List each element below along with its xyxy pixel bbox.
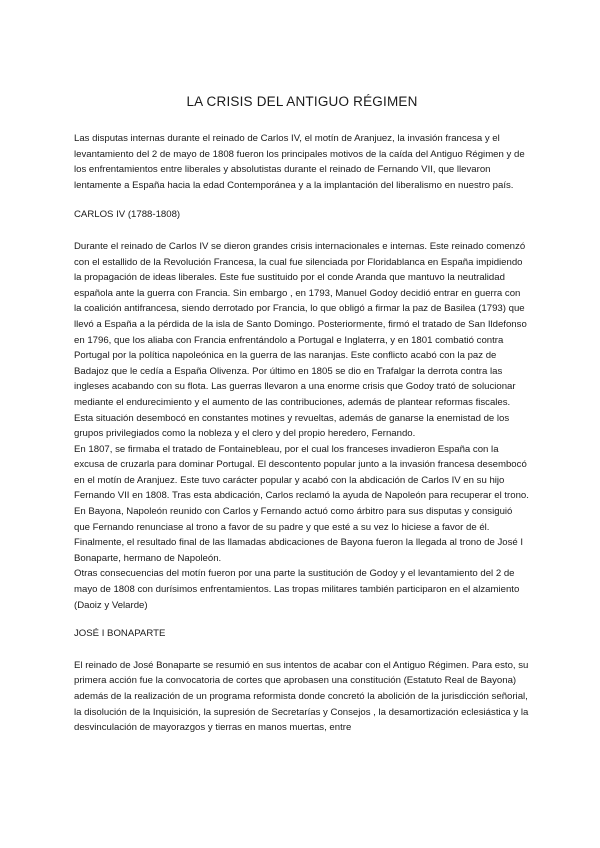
paragraph-carlos-iv-3: Otras consecuencias del motín fueron por una parte la sustitución de Godoy y el levantamiento del 2 de mayo de 1808 con durísimos enfrentamientos. Las tropas militares también participaron en el alzamiento (Daoiz y Velarde) <box>74 568 520 611</box>
document-title: LA CRISIS DEL ANTIGUO RÉGIMEN <box>186 94 418 109</box>
spacer <box>74 193 530 207</box>
spacer <box>74 223 530 239</box>
intro-paragraph: Las disputas internas durante el reinado de Carlos IV, el motín de Aranjuez, la invasión francesa y el levantamiento del 2 de mayo de 1808 fueron los principales motivos de la caída del Antiguo Régimen y de los enfrentamientos entre liberales y absolutistas durante el reinado de Fernando VII, que llevaron lentamente a España hacia la edad Contemporánea y a la implantación del liberalismo en nuestro país. <box>74 133 525 191</box>
paragraph-jose-i-1: El reinado de José Bonaparte se resumió en sus intentos de acabar con el Antiguo Régimen. Para esto, su primera acción fue la convocatoria de cortes que aprobasen una constitución (Estatuto Real de Bayona) además de la realización de un programa reformista donde concretó la abolición de la jurisdicción señorial, la disolución de la Inquisición, la supresión de Secretarías y Consejos , la desamortización eclesiástica y la desvinculación de mayorazgos y tierras en manos muertas, entre <box>74 659 529 734</box>
paragraph-carlos-iv-1: Durante el reinado de Carlos IV se dieron grandes crisis internacionales e internas. Este reinado comenzó con el estallido de la Revolución Francesa, la cual fue silenciada por Floridablanca en España impidiendo la propagación de ideas liberales. Este fue sustituido por el conde Aranda que mantuvo la neutralidad española ante la guerra con Francia. Sin embargo , en 1793, Manuel Godoy decidió entrar en guerra con la coalición antifrancesa, siendo derrotado por Francia, lo que obligó a firmar la paz de Basilea (1793) que llevó a España a la pérdida de la isla de Santo Domingo. Posteriormente, firmó el tratado de San Ildefonso en 1796, que los aliaba con Francia enfrentándolo a Portugal e Inglaterra, y en 1801 combatió contra Portugal por la política napoleónica en la guerra de las naranjas. Este conflicto acabó con la paz de Badajoz que le cedía a España Olivenza. Por último en 1805 se dio en Trafalgar la derrota contra las ingleses acabando con su flota. Las guerras llevaron a una enorme crisis que Godoy trató de solucionar mediante el endurecimiento y el aumento de las contribuciones, además de plantear reformas fiscales. Esta situación desembocó en constantes motines y revueltas, además de ganarse la enemistad de los grupos privilegiados como la nobleza y el clero y del propio heredero, Fernando. <box>74 240 527 440</box>
spacer <box>74 642 530 658</box>
section-heading-jose-i: JOSÉ I BONAPARTE <box>74 628 166 640</box>
section-heading-carlos-iv: CARLOS IV (1788-1808) <box>74 209 181 221</box>
paragraph-carlos-iv-2: En 1807, se firmaba el tratado de Fontainebleau, por el cual los franceses invadieron España con la excusa de cruzarla para dominar Portugal. El descontento popular junto a la invasión francesa desembocó en el motín de Aranjuez. Este tuvo carácter popular y acabó con la abdicación de Carlos IV en su hijo Fernando VII en 1808. Tras esta abdicación, Carlos reclamó la ayuda de Napoleón para recuperar el trono. En Bayona, Napoleón reunido con Carlos y Fernando actuó como árbitro para sus disputas y consiguió que Fernando renunciase al trono a favor de su padre y que esté a su vez lo hiciese a favor de él. Finalmente, el resultado final de las llamadas abdicaciones de Bayona fueron la llegada al trono de José I Bonaparte, hermano de Napoleón. <box>74 443 529 564</box>
spacer <box>74 613 530 626</box>
